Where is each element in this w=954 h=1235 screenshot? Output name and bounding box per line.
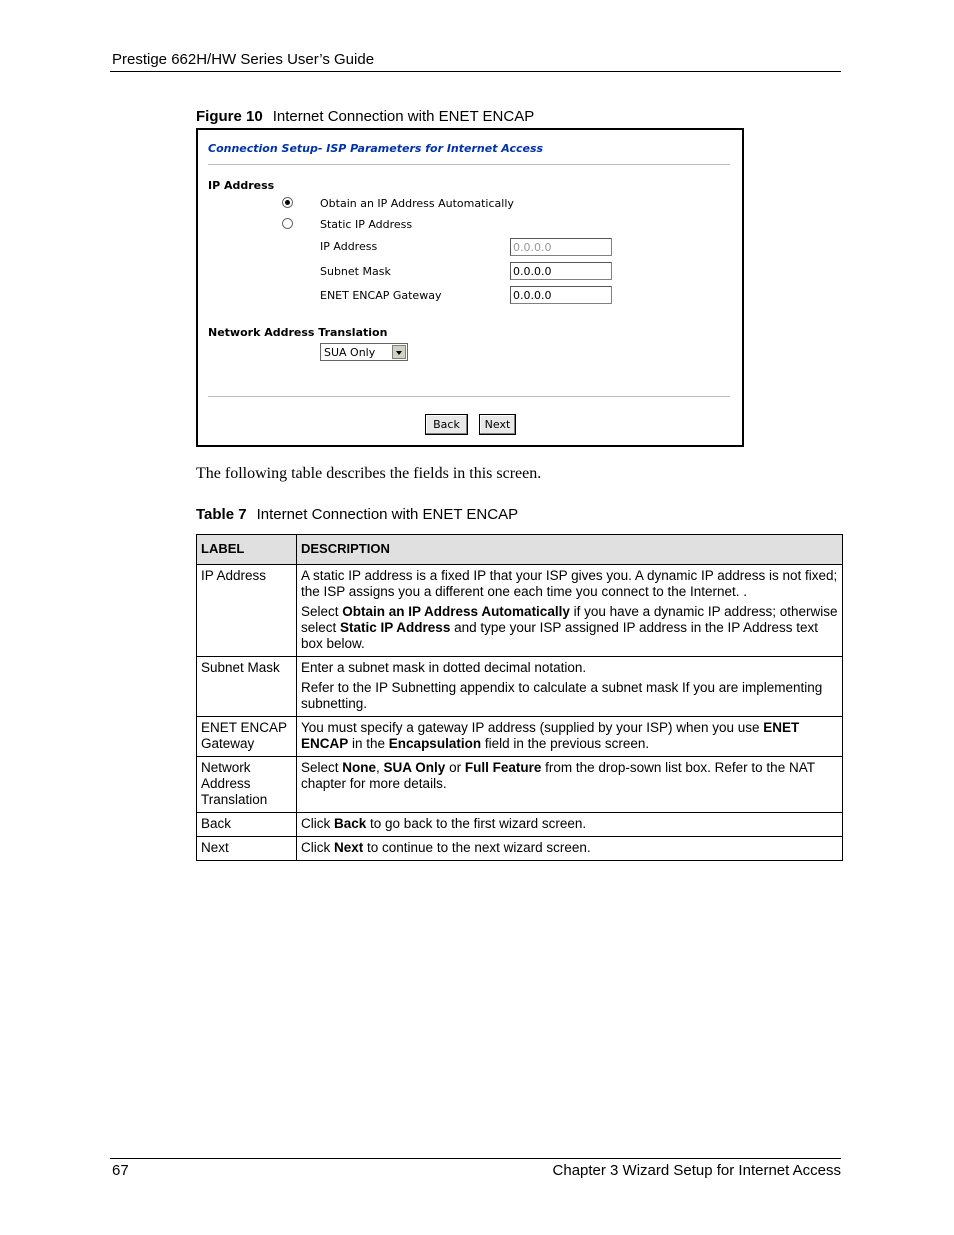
table-row (197, 657, 843, 717)
radio-static-ip[interactable] (282, 218, 293, 229)
figure-caption-text: Internet Connection with ENET ENCAP (272, 108, 535, 125)
table-header-label: LABEL (197, 535, 297, 565)
ip-address-field-label: IP Address (320, 240, 378, 253)
subnet-mask-input[interactable] (510, 262, 612, 280)
row-label: Subnet Mask (197, 657, 297, 717)
table-row (197, 757, 843, 813)
row-label: IP Address (197, 565, 297, 657)
radio-obtain-automatically-label: Obtain an IP Address Automatically (320, 197, 514, 210)
page-header: Prestige 662H/HW Series User’s Guide (112, 51, 375, 68)
row-label: ENET ENCAP Gateway (197, 717, 297, 757)
chapter-title: Chapter 3 Wizard Setup for Internet Access (552, 1162, 841, 1179)
table-row (197, 717, 843, 757)
nat-select-value: SUA Only (324, 346, 376, 359)
table-caption (196, 506, 518, 523)
table-row (197, 813, 843, 837)
description-table (196, 534, 843, 861)
row-description: Select None, SUA Only or Full Feature from the drop-sown list box. Refer to the NAT chapter for more details. (297, 757, 843, 813)
page-number: 67 (112, 1162, 129, 1179)
row-description: A static IP address is a fixed IP that your ISP gives you. A dynamic IP address is not fixed; the ISP assigns you a different one each time you connect to the Internet. . Select Obtain an IP Address Automatically if you have a dynamic IP address; otherwise select Static IP Address and type your ISP assigned IP address in the IP Address text box below. (297, 565, 843, 657)
radio-obtain-automatically[interactable] (282, 197, 293, 208)
screen-top-divider (208, 164, 730, 165)
chevron-down-icon[interactable] (392, 345, 406, 359)
radio-static-ip-label: Static IP Address (320, 218, 413, 231)
table-caption-text: Internet Connection with ENET ENCAP (256, 506, 519, 523)
row-description: Click Next to continue to the next wizard screen. (297, 837, 843, 861)
intro-paragraph: The following table describes the fields in this screen. (196, 465, 542, 482)
table-caption-label: Table 7 (196, 506, 247, 523)
gateway-input[interactable] (510, 286, 612, 304)
table-row (197, 837, 843, 861)
figure-caption (196, 108, 534, 125)
gateway-field-label: ENET ENCAP Gateway (320, 289, 442, 302)
row-label: Back (197, 813, 297, 837)
footer-divider (110, 1158, 841, 1159)
screen-bottom-divider (208, 396, 730, 397)
back-button[interactable]: Back (425, 414, 468, 435)
next-button[interactable]: Next (479, 414, 516, 435)
nat-select[interactable] (320, 343, 408, 361)
row-description: Enter a subnet mask in dotted decimal notation. Refer to the IP Subnetting appendix to calculate a subnet mask If you are implementing subnetting. (297, 657, 843, 717)
table-header-row (197, 535, 843, 565)
figure-caption-label: Figure 10 (196, 108, 263, 125)
row-label: Network Address Translation (197, 757, 297, 813)
nat-section-heading: Network Address Translation (208, 326, 388, 339)
figure-screenshot (196, 128, 744, 447)
table-header-description: DESCRIPTION (297, 535, 843, 565)
row-description: You must specify a gateway IP address (supplied by your ISP) when you use ENET ENCAP in the Encapsulation field in the previous screen. (297, 717, 843, 757)
row-description: Click Back to go back to the first wizard screen. (297, 813, 843, 837)
row-label: Next (197, 837, 297, 861)
header-divider (110, 71, 841, 72)
ip-address-section-heading: IP Address (208, 179, 275, 192)
table-row (197, 565, 843, 657)
screen-title: Connection Setup- ISP Parameters for Internet Access (208, 142, 544, 155)
ip-address-input[interactable] (510, 238, 612, 256)
subnet-mask-field-label: Subnet Mask (320, 265, 391, 278)
